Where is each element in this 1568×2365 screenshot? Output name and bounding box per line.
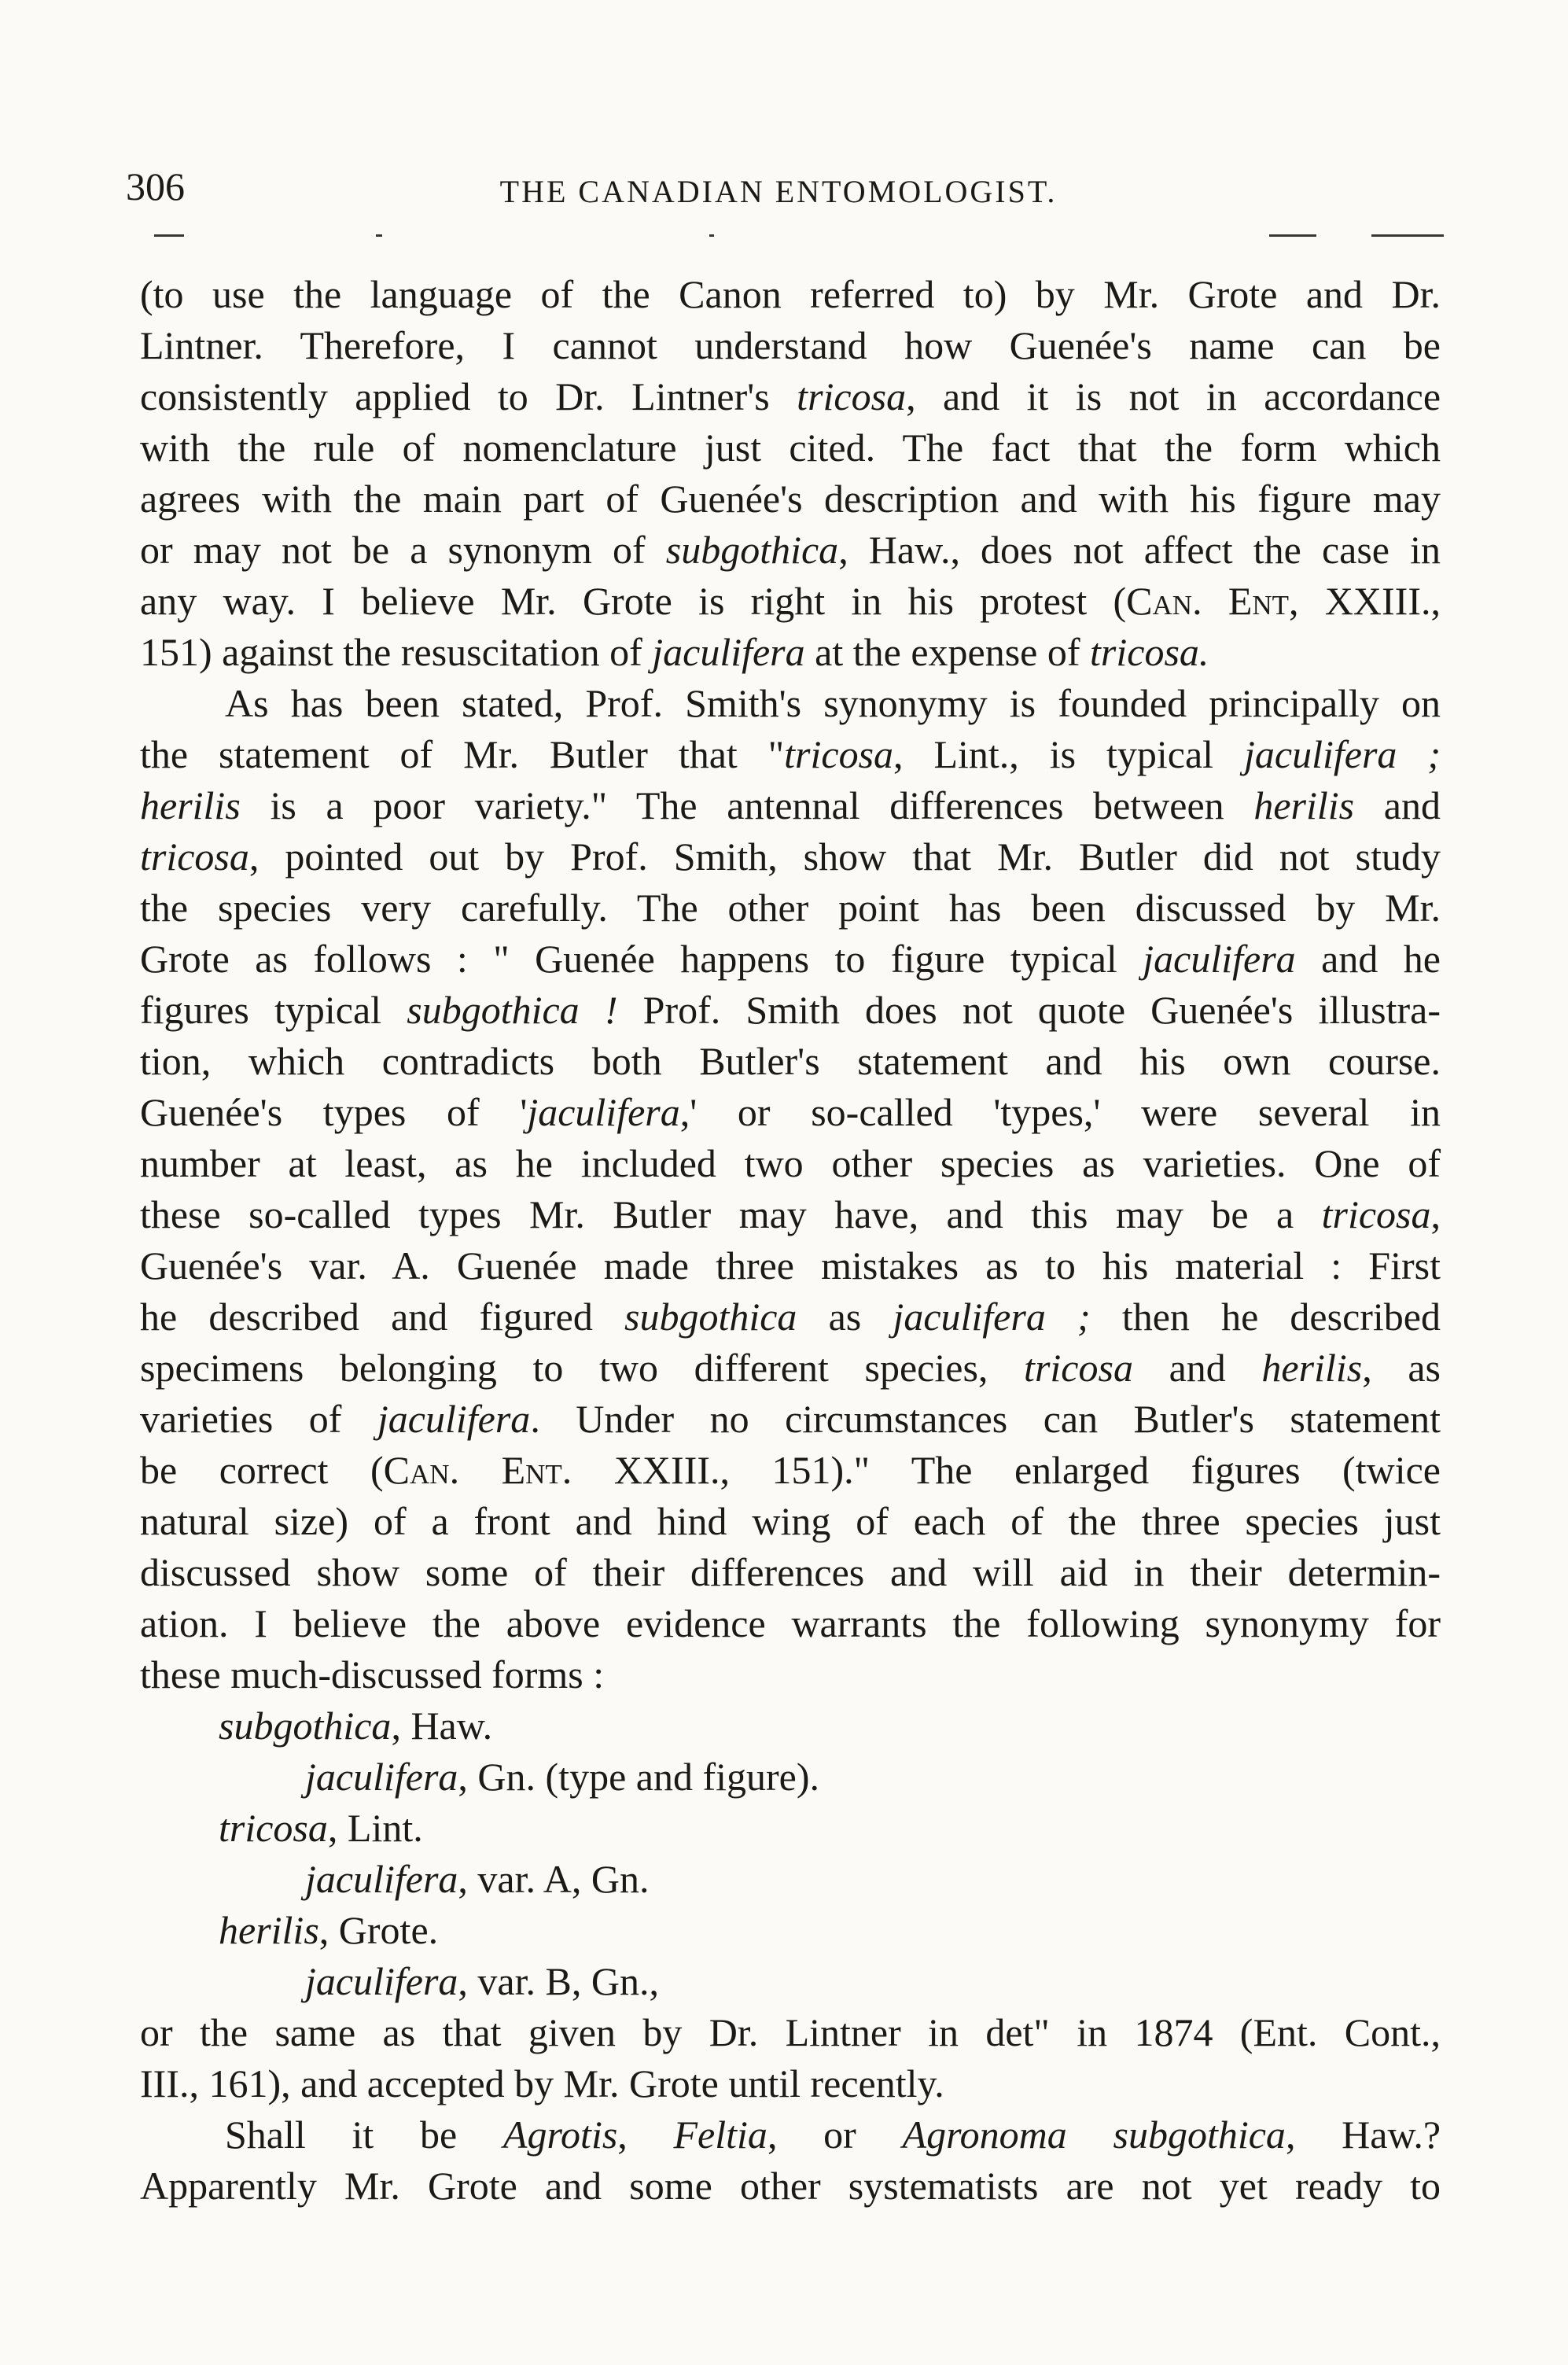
italic-text: herilis (140, 783, 241, 827)
italic-text: jaculifera (305, 1755, 458, 1799)
body-text (140, 269, 1441, 2212)
italic-text: tricosa (797, 374, 907, 418)
text-span: and he (1295, 937, 1441, 981)
text-span: figures typical (140, 988, 407, 1032)
text-span: Guenée's types of ' (140, 1090, 528, 1134)
text-span: , var. B, Gn., (458, 1959, 659, 2003)
text-span: , XXIII., (1289, 579, 1441, 623)
text-line (140, 1547, 1441, 1598)
text-span: or may not be a synonym of (140, 528, 666, 572)
text-line (140, 1445, 1441, 1496)
italic-text: jaculifera (527, 1090, 680, 1134)
italic-text: subgothica (624, 1295, 797, 1339)
text-line (140, 678, 1441, 729)
italic-text: tricosa (140, 834, 249, 879)
text-line (140, 985, 1441, 1036)
header-rule-marks (154, 234, 1452, 238)
text-span: the statement of Mr. Butler that " (140, 732, 785, 776)
italic-text: herilis (1253, 783, 1355, 827)
text-line (140, 1087, 1441, 1138)
text-span: ,' or so-called 'types,' were several in (679, 1090, 1441, 1134)
text-span: , (617, 2113, 674, 2157)
text-span: at the expense of (804, 630, 1091, 674)
text-span: be correct ( (140, 1448, 384, 1492)
text-span: Lintner. Therefore, I cannot understand how Guenée's name can be (140, 323, 1441, 367)
italic-text: tricosa (784, 732, 894, 776)
italic-text: jaculifera (652, 630, 805, 674)
text-span: , Grote. (318, 1908, 439, 1952)
text-span: these so-called types Mr. Butler may have, and this may be a (140, 1192, 1322, 1236)
text-span: tion, which contradicts both Butler's statement and his own course. (140, 1039, 1441, 1083)
text-span: . XXIII., 151)." The enlarged figures (twice (561, 1448, 1441, 1492)
italic-text: tricosa (219, 1806, 328, 1850)
text-line (140, 1598, 1441, 1649)
text-span: he described and figured (140, 1295, 624, 1339)
text-span: . Under no circumstances can Butler's statement (530, 1397, 1441, 1441)
italic-text: tricosa. (1090, 630, 1209, 674)
text-line (140, 1803, 1441, 1854)
text-line (140, 525, 1441, 576)
italic-text: Agronoma subgothica (902, 2113, 1286, 2157)
text-span: Apparently Mr. Grote and some other systematists are not yet ready to (140, 2164, 1441, 2208)
text-line (140, 1036, 1441, 1087)
text-line (140, 780, 1441, 831)
text-span: consistently applied to Dr. Lintner's (140, 374, 797, 418)
text-line (140, 1138, 1441, 1189)
text-span: , var. A, Gn. (458, 1857, 650, 1901)
text-span: or the same as that given by Dr. Lintner in det" in 1874 (Ent. Cont., (140, 2010, 1441, 2054)
text-span: Shall it be (225, 2113, 503, 2157)
text-span: , Lint. (327, 1806, 423, 1850)
text-line (140, 1854, 1441, 1905)
italic-text: Agrotis (502, 2113, 618, 2157)
text-line (140, 320, 1441, 371)
text-line (140, 831, 1441, 882)
text-line (140, 2058, 1441, 2109)
text-line (140, 2007, 1441, 2058)
text-span: , (1430, 1192, 1441, 1236)
text-span: , pointed out by Prof. Smith, show that Mr. Butler did not study (248, 834, 1441, 879)
text-line (140, 627, 1441, 678)
text-span: Prof. Smith does not quote Guenée's illustra- (617, 988, 1441, 1032)
italic-text: jaculifera (377, 1397, 531, 1441)
italic-text: herilis (1261, 1346, 1363, 1390)
italic-text: subgothica ! (407, 988, 618, 1032)
text-span: Guenée's var. A. Guenée made three mistakes as to his material : First (140, 1243, 1441, 1287)
text-span: Grote as follows : " Guenée happens to figure typical (140, 937, 1143, 981)
text-span: As has been stated, Prof. Smith's synonymy is founded principally on (225, 681, 1441, 725)
text-line (140, 1905, 1441, 1956)
italic-text: jaculifera ; (893, 1295, 1091, 1339)
text-span: , or (767, 2113, 903, 2157)
page-number: 306 (126, 164, 185, 208)
text-span: as (797, 1295, 893, 1339)
text-span: , Haw. (391, 1704, 493, 1748)
text-line (140, 371, 1441, 422)
text-span: (to use the language of the Canon referred to) by Mr. Grote and Dr. (140, 272, 1441, 316)
text-line (140, 422, 1441, 473)
page-header (126, 161, 1431, 208)
text-span: , and it is not in accordance (906, 374, 1441, 418)
text-line (140, 269, 1441, 320)
text-line (140, 1956, 1441, 2007)
italic-text: Feltia (673, 2113, 767, 2157)
text-line (140, 1240, 1441, 1291)
text-span: III., 161), and accepted by Mr. Grote until recently. (140, 2061, 944, 2105)
text-line (140, 1291, 1441, 1343)
text-line (140, 934, 1441, 985)
italic-text: subgothica (665, 528, 839, 572)
text-span: and (1132, 1346, 1262, 1390)
italic-text: jaculifera ; (1244, 732, 1441, 776)
text-span: then he described (1090, 1295, 1441, 1339)
text-span: , Haw., does not affect the case in (838, 528, 1441, 572)
text-line (140, 1343, 1441, 1394)
text-line (140, 1496, 1441, 1547)
small-caps-text: Can. Ent (383, 1448, 562, 1492)
text-line (140, 2109, 1441, 2161)
italic-text: jaculifera (1143, 937, 1296, 981)
text-span: agrees with the main part of Guenée's description and with his figure may (140, 477, 1441, 521)
text-line (140, 1649, 1441, 1700)
text-span: , Lint., is typical (893, 732, 1245, 776)
text-line (140, 882, 1441, 934)
text-line (140, 576, 1441, 627)
italic-text: herilis (219, 1908, 319, 1952)
small-caps-text: Can. Ent (1126, 579, 1290, 623)
text-span: 151) against the resuscitation of (140, 630, 653, 674)
text-span: with the rule of nomenclature just cited. The fact that the form which (140, 425, 1441, 470)
text-span: any way. I believe Mr. Grote is right in his protest ( (140, 579, 1127, 623)
italic-text: jaculifera (305, 1959, 458, 2003)
text-line (140, 1394, 1441, 1445)
text-line (140, 1752, 1441, 1803)
text-line (140, 1700, 1441, 1752)
italic-text: tricosa (1321, 1192, 1431, 1236)
text-line (140, 473, 1441, 525)
text-span: , Gn. (type and figure). (458, 1755, 819, 1799)
text-span: these much-discussed forms : (140, 1652, 605, 1696)
italic-text: jaculifera (305, 1857, 458, 1901)
text-span: and (1354, 783, 1441, 827)
text-span: specimens belonging to two different species, (140, 1346, 1025, 1390)
text-line (140, 1189, 1441, 1240)
text-span: , Haw.? (1285, 2113, 1441, 2157)
text-span: , as (1362, 1346, 1441, 1390)
italic-text: subgothica (219, 1704, 392, 1748)
text-span: number at least, as he included two other species as varieties. One of (140, 1141, 1441, 1185)
text-span: ation. I believe the above evidence warrants the following synonymy for (140, 1601, 1441, 1645)
text-span: the species very carefully. The other point has been discussed by Mr. (140, 886, 1441, 930)
text-span: is a poor variety." The antennal differences between (240, 783, 1254, 827)
text-span: natural size) of a front and hind wing of each of the three species just (140, 1499, 1441, 1543)
italic-text: tricosa (1024, 1346, 1133, 1390)
text-span: discussed show some of their differences and will aid in their determin- (140, 1550, 1441, 1594)
text-line (140, 729, 1441, 780)
running-head: THE CANADIAN ENTOMOLOGIST. (499, 174, 1058, 209)
text-span: varieties of (140, 1397, 377, 1441)
text-line (140, 2161, 1441, 2212)
